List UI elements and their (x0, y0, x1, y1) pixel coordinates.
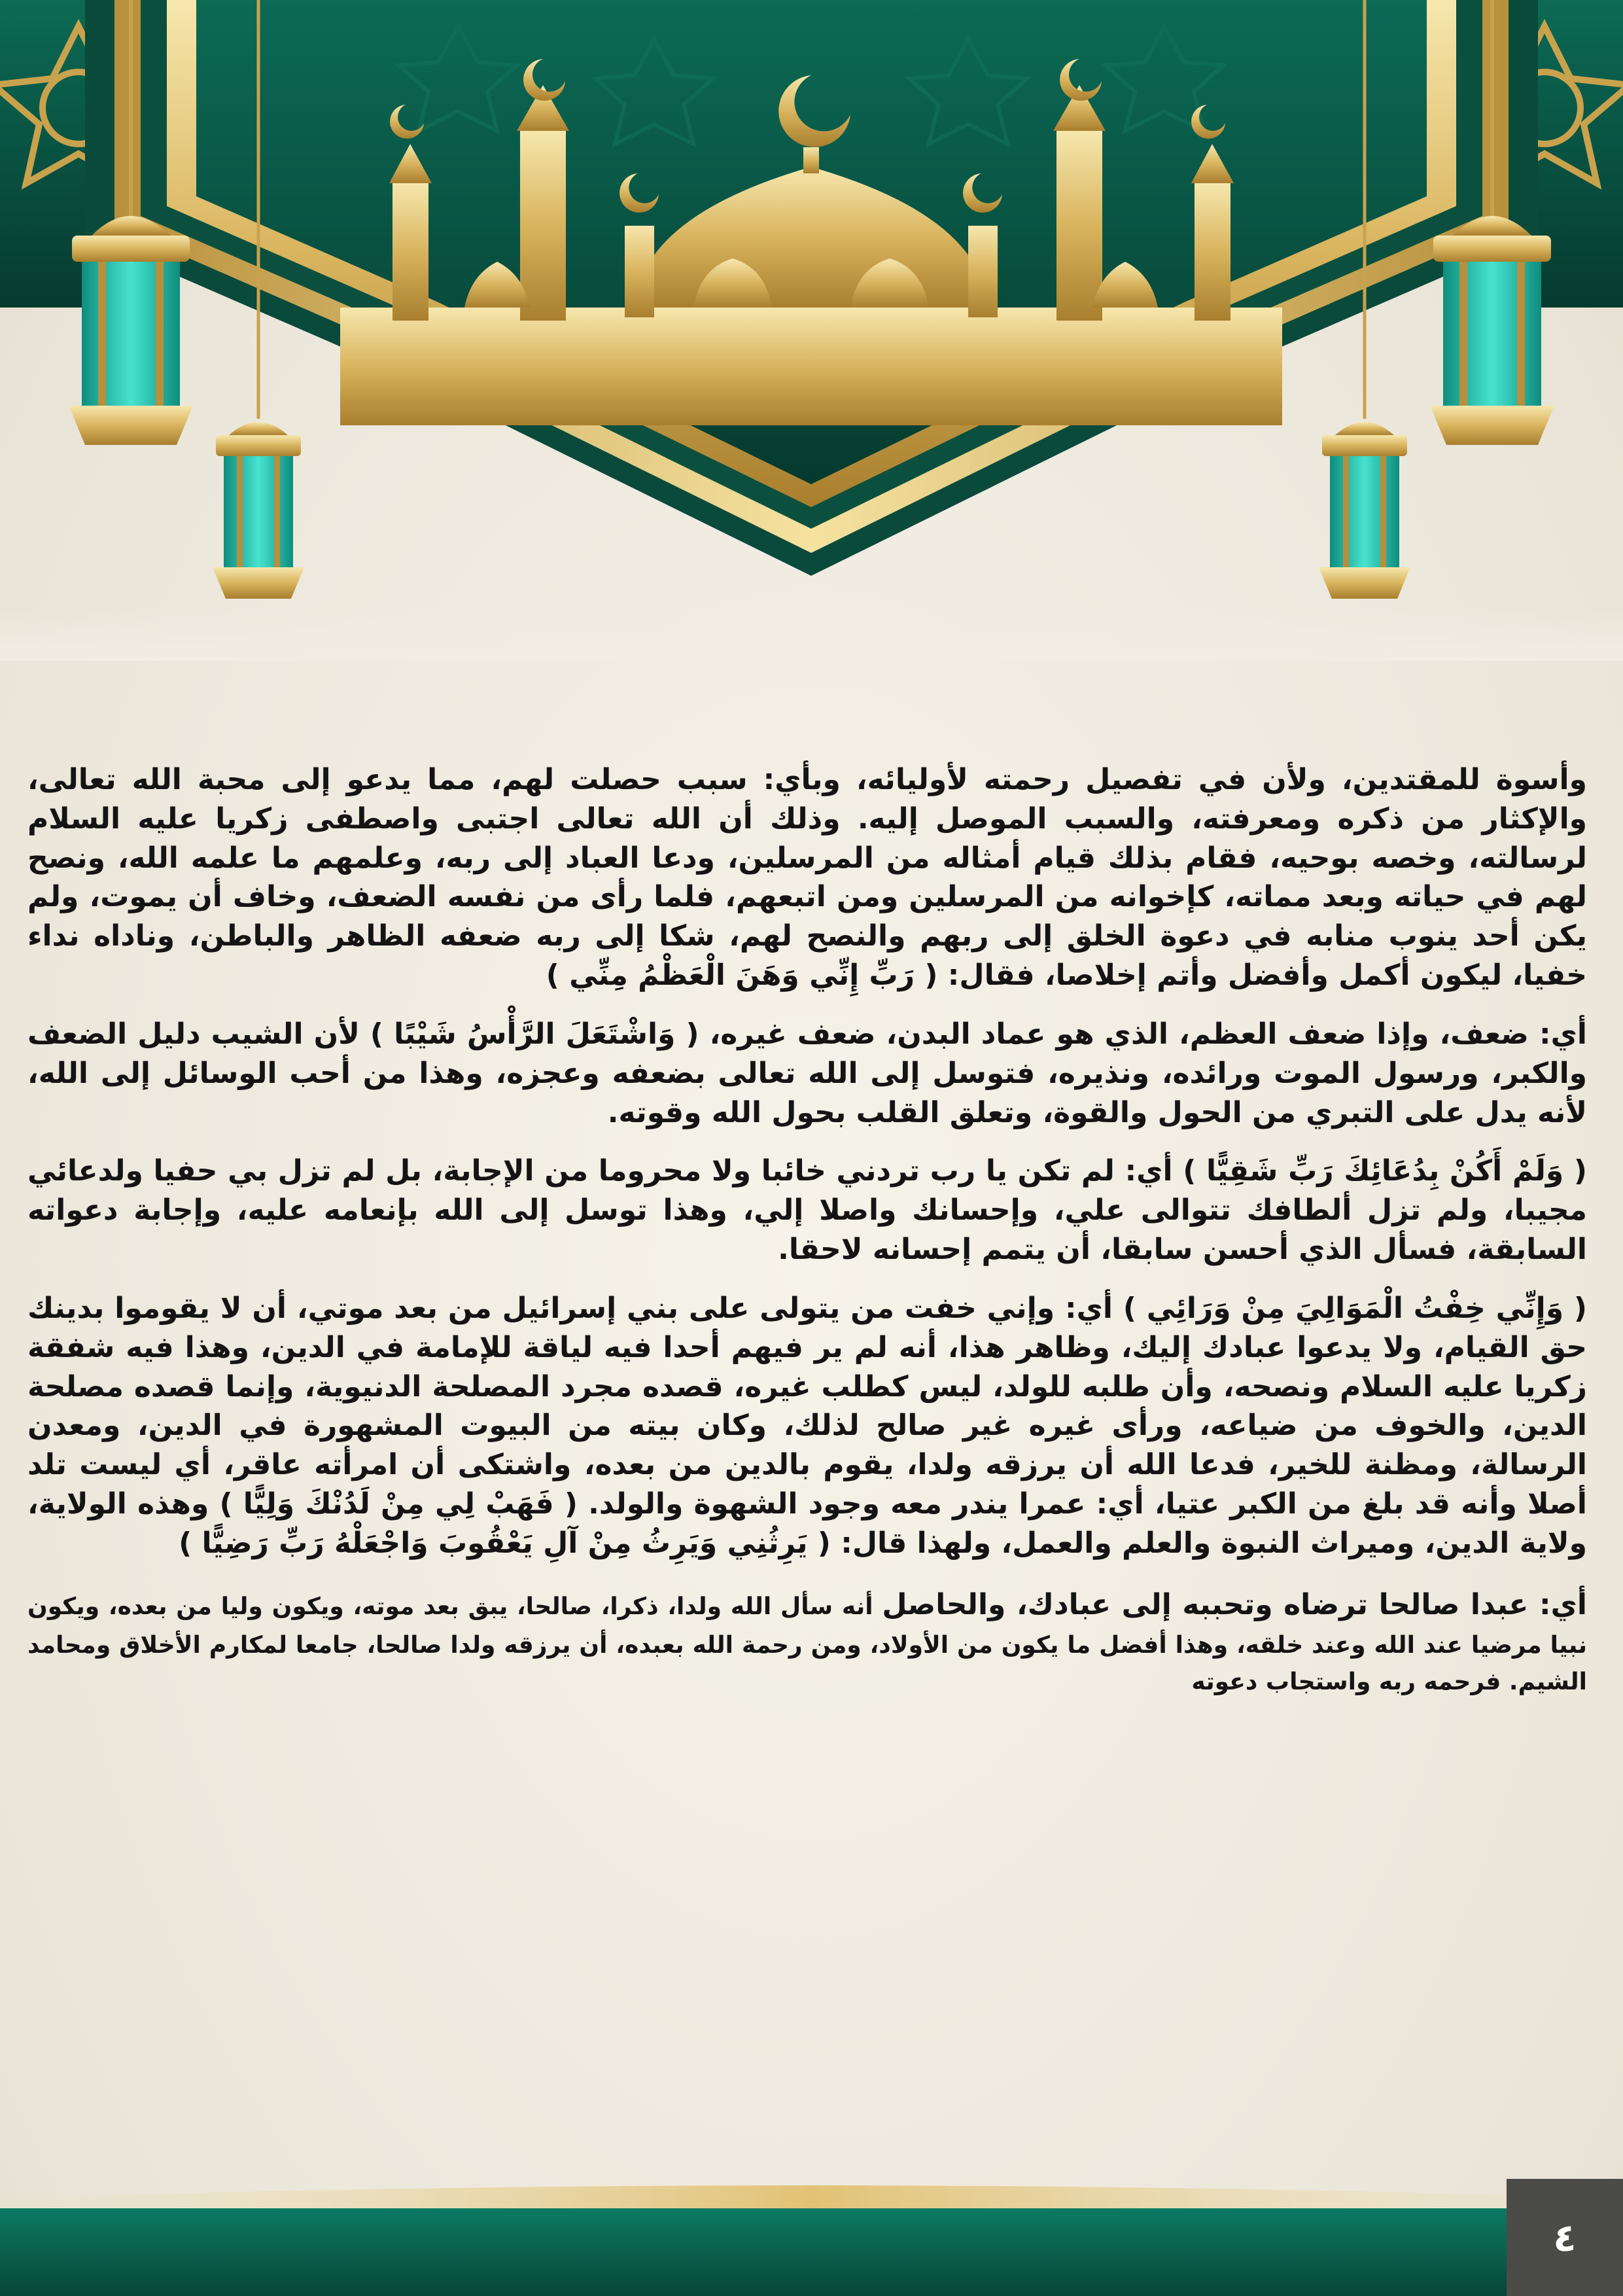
page-number: ٤ (1507, 2179, 1623, 2296)
closing-paragraph (27, 1583, 1587, 1701)
footer-decoration (0, 2179, 1623, 2296)
body-text (27, 760, 1587, 1701)
closing-rest: أنه سأل الله ولدا، ذكرا، صالحا، يبق بعد موته، ويكون وليا من بعده، ويكون نبيا مرضيا عند الله وعند خلقه، وهذا أفضل ما يكون من الأولاد، ومن رحمة الله بعبده، أن يرزقه ولدا صالحا، جامعا لمكارم الأخلاق ومحامد الشيم. فرحمه ربه واستجاب دعوته (27, 1593, 1587, 1695)
closing-lead: أي: عبدا صالحا ترضاه وتحببه إلى عبادك، والحاصل (882, 1587, 1588, 1621)
paragraph-4: ( وَإِنِّي خِفْتُ الْمَوَالِيَ مِنْ وَرَائِي ) أي: وإني خفت من يتولى على بني إسرائيل من بعد موتي، أن لا يقوموا بدينك حق القيام، ولا يدعوا عبادك إليك، وظاهر هذا، أنه لم ير فيهم أحدا فيه لياقة للإمامة في الدين، وهذا فيه شفقة زكريا عليه السلام ونصحه، وأن طلبه للولد، ليس كطلب غيره، قصده مجرد المصلحة الدنيوية، وإنما قصده مصلحة الدين، والخوف من ضياعه، ورأى غيره غير صالح لذلك، وكان بيته من البيوت المشهورة في الدين، ومعدن الرسالة، ومظنة للخير، فدعا الله أن يرزقه ولدا، يقوم بالدين من بعده، واشتكى أن امرأته عاقر، أي ليست تلد أصلا وأنه قد بلغ من الكبر عتيا، أي: عمرا يندر معه وجود الشهوة والولد. ( فَهَبْ لِي مِنْ لَدُنْكَ وَلِيًّا ) وهذه الولاية، ولاية الدين، وميراث النبوة والعلم والعمل، ولهذا قال: ( يَرِثُنِي وَيَرِثُ مِنْ آلِ يَعْقُوبَ وَاجْعَلْهُ رَبِّ رَضِيًّا ) (27, 1291, 1587, 1560)
paragraph-3: ( وَلَمْ أَكُنْ بِدُعَائِكَ رَبِّ شَقِيًّا ) أي: لم تكن يا رب تردني خائبا ولا محروما من الإجابة، بل لم تزل بي حفيا ولدعائي مجيبا، ولم تزل ألطافك تتوالى علي، وإحسانك واصلا إلي، وهذا توسل إلى الله بإنعامه عليه، وإجابة دعواته السابقة، فسأل الذي أحسن سابقا، أن يتمم إحسانه لاحقا. (27, 1154, 1587, 1267)
paragraph-2: أي: ضعف، وإذا ضعف العظم، الذي هو عماد البدن، ضعف غيره، ( وَاشْتَعَلَ الرَّأْسُ شَيْبًا ) لأن الشيب دليل الضعف والكبر، ورسول الموت ورائده، ونذيره، فتوسل إلى الله تعالى بضعفه وعجزه، وهذا من أحب الوسائل إلى الله، لأنه يدل على التبري من الحول والقوة، وتعلق القلب بحول الله وقوته. (27, 1017, 1587, 1129)
header-decoration (0, 0, 1623, 661)
paragraph-1: وأسوة للمقتدين، ولأن في تفصيل رحمته لأوليائه، وبأي: سبب حصلت لهم، مما يدعو إلى محبة الله تعالى، والإكثار من ذكره ومعرفته، والسبب الموصل إليه. وذلك أن الله تعالى اجتبى واصطفى زكريا عليه السلام لرسالته، وخصه بوحيه، فقام بذلك قيام أمثاله من المرسلين، ودعا العباد إلى ربه، وعلمهم ما علمه الله، ونصح لهم في حياته وبعد مماته، كإخوانه من المرسلين ومن اتبعهم، فلما رأى من نفسه الضعف، وخاف أن يموت، ولم يكن أحد ينوب منابه في دعوة الخلق إلى ربهم والنصح لهم، شكا إلى ربه ضعفه الظاهر والباطن، وناداه نداء خفيا، ليكون أكمل وأفضل وأتم إخلاصا، فقال: ( رَبِّ إِنِّي وَهَنَ الْعَظْمُ مِنِّي ) (27, 763, 1587, 993)
